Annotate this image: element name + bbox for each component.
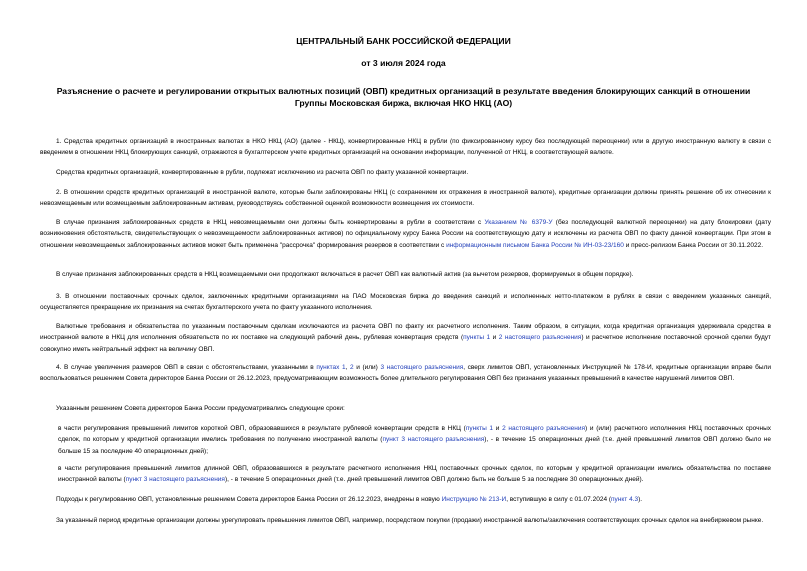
reference-link[interactable]: информационным письмом Банка России № ИН-03-23/160 — [446, 241, 624, 249]
paragraph-text: Средства кредитных организаций, конвертированные в рубли, подлежат исключению из расчета ОВП по факту указанной конвертации. — [56, 169, 469, 176]
reference-link[interactable]: 2 — [350, 364, 354, 371]
para-12 — [40, 494, 771, 505]
para-2 — [40, 167, 771, 178]
reference-link[interactable]: пункт 3 настоящего разъяснения — [382, 436, 485, 444]
paragraph-text: и пресс-релизом Банка России от 30.11.2022. — [623, 241, 764, 249]
paragraph-text: 4. В случае увеличения размеров ОВП в связи с обстоятельствами, указанными в — [56, 364, 317, 371]
para-7 — [40, 321, 771, 355]
paragraph-text: В случае признания заблокированных средств в НКЦ возмещаемыми они продолжают включаться в расчет ОВП как валютный актив (за вычетом резервов, формируемых в общем порядке). — [56, 271, 634, 278]
paragraph-text: (без последующей валютной переоценки) на дату блокировки (дату возникновения обстоятельств, свидетельствующих о невозмещаемости заблокированных активов) по официальному курсу Банка России на соответствующую дату и исключены из расчета ОВП по факту данной конвертации. При этом в отношении невозмещаемых заблокированных активов может быть применена "рассрочка" формирования резервов в соответствии с — [40, 219, 771, 249]
reference-link[interactable]: пункты 1 — [463, 334, 491, 342]
para-10 — [58, 423, 771, 457]
paragraph-text: ). — [638, 496, 643, 503]
paragraph-text: Подходы к регулированию ОВП, установленные решением Совета директоров Банка России от 26.12.2023, внедрены в новую — [56, 496, 442, 503]
paragraph-text: и — [490, 334, 499, 342]
paragraph-text: За указанный период кредитные организации должны урегулировать превышения лимитов ОВП, например, посредством покупки (продажи) иностранной валюты/заключения соответствующих срочных сделок на внебиржевом рынке. — [56, 517, 764, 524]
para-4 — [40, 217, 771, 251]
para-9 — [40, 403, 771, 414]
paragraph-text: , — [345, 364, 351, 371]
paragraph-text: и (или) — [353, 364, 381, 371]
paragraph-text: ), - в течение 5 операционных дней (т.е. дней превышений лимитов ОВП должно быть не больше 5 за последние 30 операционных дней). — [224, 476, 644, 484]
para-8 — [40, 362, 771, 385]
reference-link[interactable]: Инструкцию № 213-И — [441, 496, 507, 503]
reference-link[interactable]: пункт 4.3 — [611, 496, 639, 503]
paragraph-text: ) и расчетное исполнение поставочной срочной сделки будут совокупно иметь нейтральный эффект на величину ОВП. — [40, 334, 771, 353]
reference-link[interactable]: 3 настоящего разъяснения — [380, 364, 464, 371]
para-11 — [58, 463, 771, 486]
paragraph-text: , вступившую в силу с 01.07.2024 ( — [506, 496, 612, 503]
paragraph-text: и — [493, 425, 503, 432]
paragraph-text: ) и (или) расчетного исполнения НКЦ поставочных срочных сделок, по которым у кредитной организации имелись требования по получению иностранной валюты ( — [58, 425, 771, 444]
paragraph-text: 3. В отношении поставочных срочных сделок, заключенных кредитными организациями на ПАО Московская биржа до введения санкций и исполненных нетто-платежом в рублях в связи с введением указанных санкций, осуществляется прекращение их признания на счетах бухгалтерского учета по факту указанного исполнения. — [40, 293, 771, 312]
reference-link[interactable]: пункты 1 — [465, 425, 494, 432]
para-5 — [40, 269, 771, 280]
para-1 — [40, 136, 771, 159]
paragraph-text: 2. В отношении средств кредитных организаций в иностранной валюте, которые были заблокированы НКЦ (с сохранением их отражения в иностранной валюте), кредитные организации должны принять решение об их отнесении к невозмещаемым или возмещаемым заблокированным активам, руководствуясь собственной оценкой возможности возмещения их стоимости. — [40, 189, 771, 208]
paragraph-text: В случае признания заблокированных средств в НКЦ невозмещаемыми они должны быть конвертированы в рубли в соответствии с — [56, 219, 485, 226]
reference-link[interactable]: 2 настоящего разъяснения — [502, 425, 586, 432]
paragraph-text: , сверх лимитов ОВП, установленных Инструкцией № 178-И, кредитные организации вправе были воспользоваться решением Совета директоров Банка России от 26.12.2023, предусматривающим возможность более длительного регулирования ОВП без признания указанных превышений в качестве нарушений лимитов ОВП. — [40, 364, 772, 383]
paragraph-text: ), - в течение 15 операционных дней (т.е. дней превышений лимитов ОВП должно было не больше 15 за последние 40 операционных дней); — [58, 436, 771, 455]
paragraph-text: в части регулирования превышений лимитов длинной ОВП, образовавшихся в результате расчетного исполнения НКЦ поставочных срочных сделок, по которым у кредитной организации имелись обязательства по поставке иностранной валюты ( — [58, 465, 771, 484]
document-date: от 3 июля 2024 года — [361, 58, 446, 68]
reference-link[interactable]: 2 настоящего разъяснения — [498, 334, 582, 342]
paragraph-text: в части регулирования превышений лимитов короткой ОВП, образовавшихся в результате рублевой конвертации средств в НКЦ ( — [58, 425, 466, 432]
issuer-header: ЦЕНТРАЛЬНЫЙ БАНК РОССИЙСКОЙ ФЕДЕРАЦИИ — [296, 36, 511, 46]
para-3 — [40, 187, 771, 210]
reference-link[interactable]: пункт 3 настоящего разъяснения — [125, 476, 225, 484]
para-13 — [40, 515, 771, 526]
document-title: Разъяснение о расчете и регулировании открытых валютных позиций (ОВП) кредитных организаций в результате введения блокирующих санкций в отношении Группы Московская биржа, включая НКО НКЦ (АО) — [56, 86, 751, 108]
paragraph-text: Валютные требования и обязательства по указанным поставочным сделкам исключаются из расчета ОВП по факту их расчетного исполнения. Таким образом, в ситуации, когда кредитная организация удерживала средства в иностранной валюте в НКЦ для исполнения обязательств по их поставке на следующий рабочий день, рублевая конвертация средств ( — [40, 323, 771, 342]
paragraph-text: Указанным решением Совета директоров Банка России предусматривались следующие сроки: — [56, 405, 345, 412]
reference-link[interactable]: пунктах 1 — [316, 364, 346, 371]
para-6 — [40, 291, 771, 314]
paragraph-text: 1. Средства кредитных организаций в иностранных валютах в НКО НКЦ (АО) (далее - НКЦ), конвертированные НКЦ в рубли (по фиксированному курсу без последующей переоценки) или в другую иностранную валюту в связи с введением в отношении НКЦ блокирующих санкций, отражаются в бухгалтерском учете кредитных организаций на основании информации, полученной от НКЦ, в соответствующей валюте. — [40, 138, 771, 157]
reference-link[interactable]: Указанием № 6379-У — [484, 219, 553, 226]
